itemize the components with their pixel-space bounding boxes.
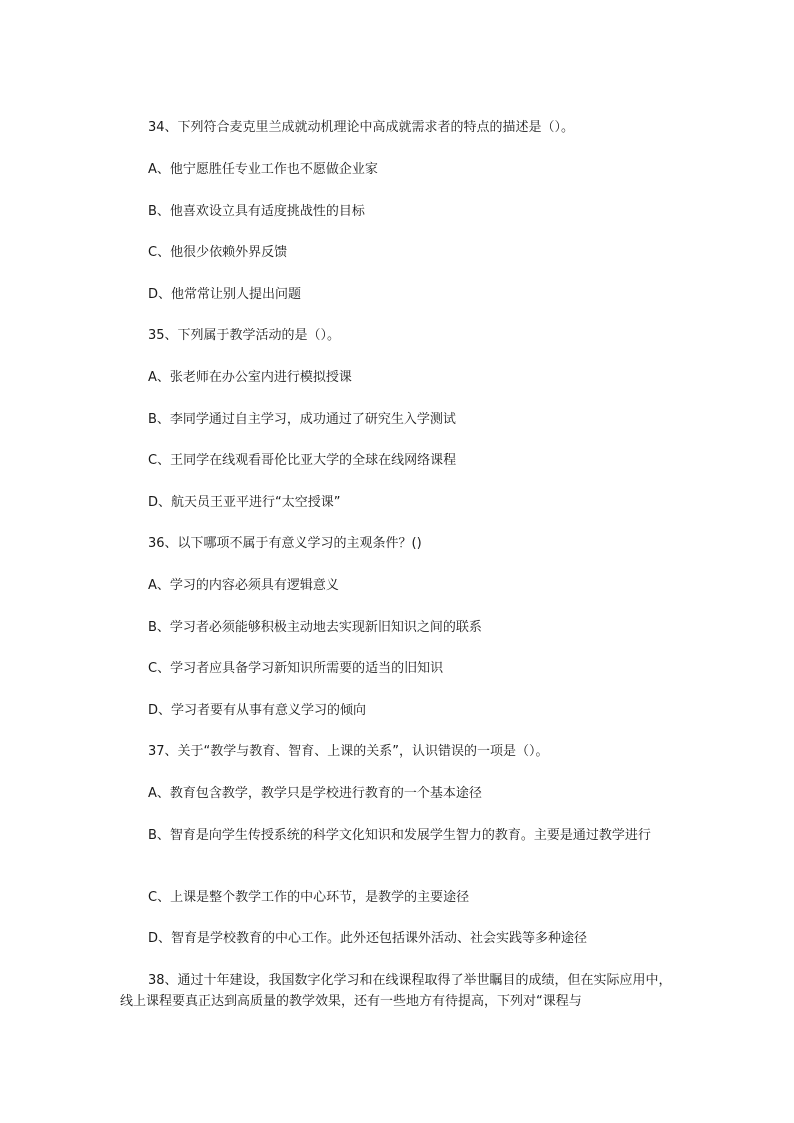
question-37-option-b: B、智育是向学生传授系统的科学文化知识和发展学生智力的教育。主要是通过教学进行 — [148, 828, 651, 843]
question-38-stem: 38、通过十年建设，我国数字化学习和在线课程取得了举世瞩目的成绩，但在实际应用中，线上课程要真正达到高质量的教学效果，还有一些地方有待提高，下列对“课程与 — [120, 973, 672, 1009]
question-35-option-d: D、航天员王亚平进行“太空授课” — [148, 495, 341, 510]
question-37-option-c: C、上课是整个教学工作的中心环节，是教学的主要途径 — [148, 890, 470, 905]
question-35-option-c: C、王同学在线观看哥伦比亚大学的全球在线网络课程 — [148, 453, 457, 468]
question-37-stem: 37、关于“教学与教育、智育、上课的关系”，认识错误的一项是（）。 — [148, 744, 549, 759]
question-34-option-d: D、他常常让别人提出问题 — [148, 287, 302, 302]
question-35-option-a: A、张老师在办公室内进行模拟授课 — [148, 370, 352, 385]
question-34-option-a: A、他宁愿胜任专业工作也不愿做企业家 — [148, 162, 378, 177]
question-36-stem: 36、以下哪项不属于有意义学习的主观条件？() — [148, 536, 422, 551]
question-34-stem: 34、下列符合麦克里兰成就动机理论中高成就需求者的特点的描述是（）。 — [148, 120, 575, 135]
question-36-option-b: B、学习者必须能够积极主动地去实现新旧知识之间的联系 — [148, 620, 482, 635]
question-36-option-d: D、学习者要有从事有意义学习的倾向 — [148, 703, 367, 718]
question-35-option-b: B、李同学通过自主学习，成功通过了研究生入学测试 — [148, 412, 456, 427]
question-35-stem: 35、下列属于教学活动的是（）。 — [148, 328, 341, 343]
question-34-option-b: B、他喜欢设立具有适度挑战性的目标 — [148, 204, 365, 219]
question-34-option-c: C、他很少依赖外界反馈 — [148, 245, 288, 260]
question-37-option-a: A、教育包含教学，教学只是学校进行教育的一个基本途径 — [148, 786, 482, 801]
question-37-option-d: D、智育是学校教育的中心工作。此外还包括课外活动、社会实践等多种途径 — [148, 931, 588, 946]
question-36-option-a: A、学习的内容必须具有逻辑意义 — [148, 578, 339, 593]
question-36-option-c: C、学习者应具备学习新知识所需要的适当的旧知识 — [148, 661, 444, 676]
